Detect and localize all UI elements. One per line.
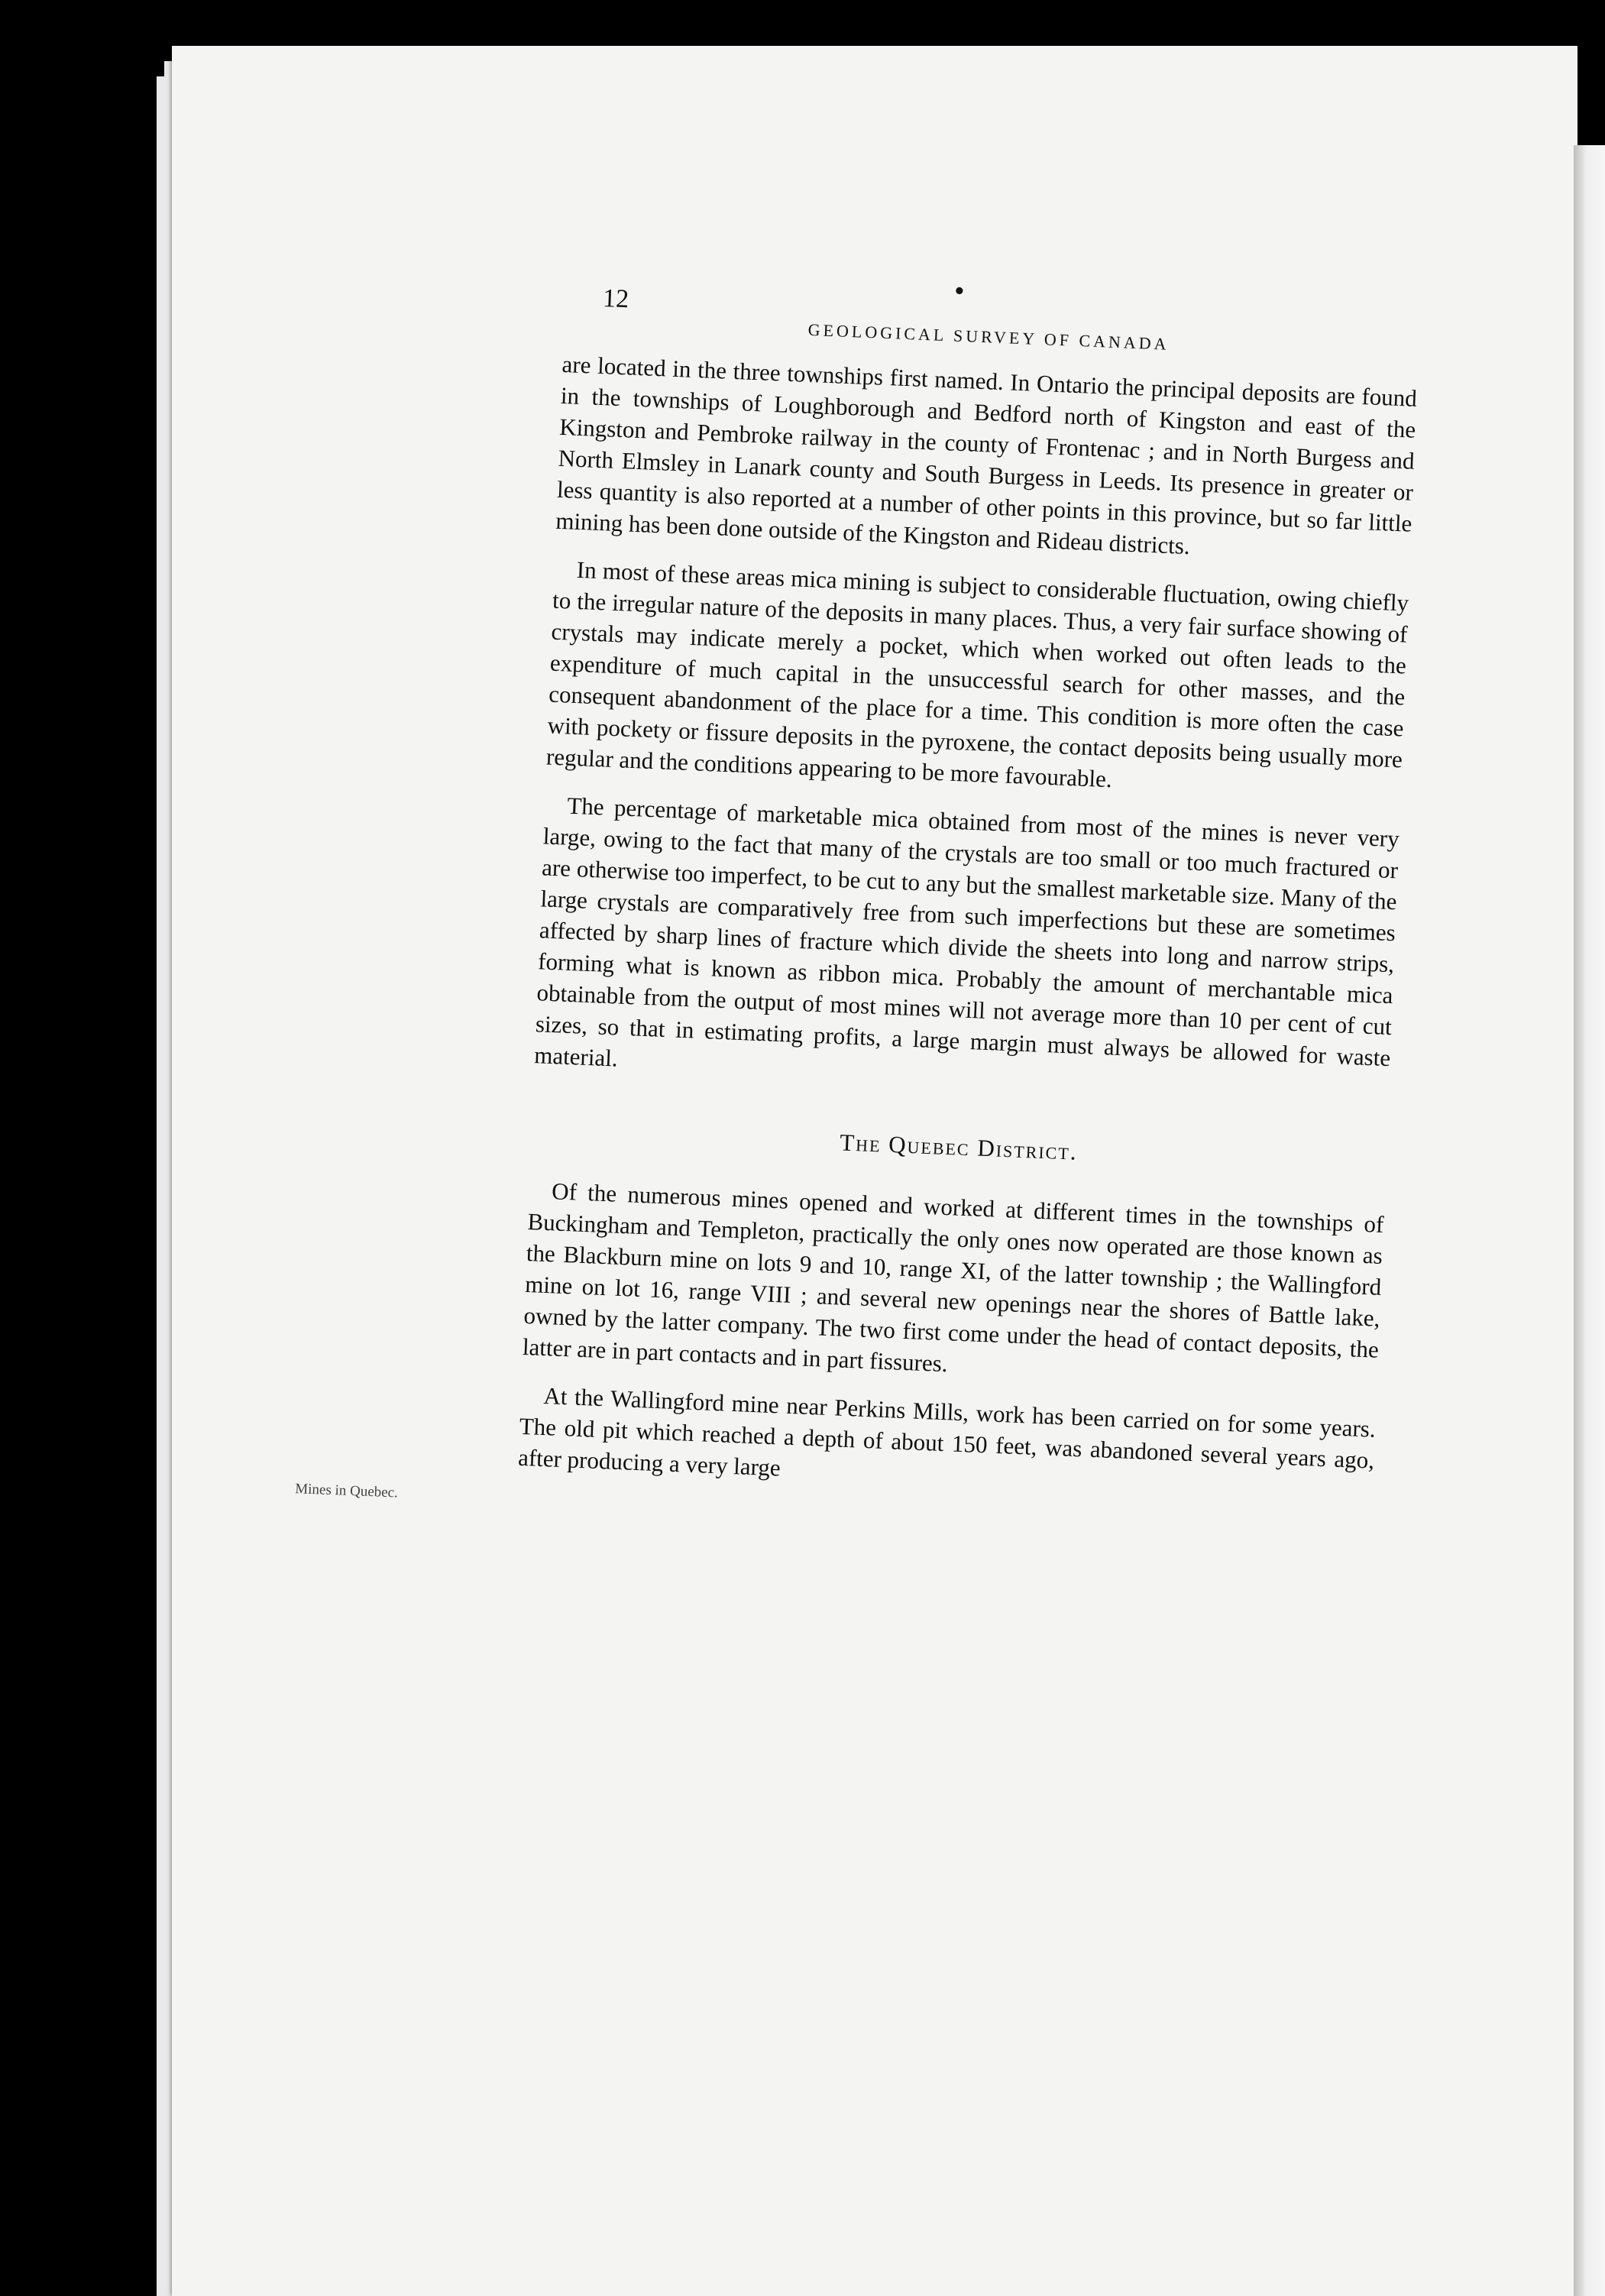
running-head-title: GEOLOGICAL SURVEY OF CANADA (807, 319, 1170, 354)
paragraph-continuation: are located in the three townships first named. In Ontario the principal deposits are found in the townships of Loughborough and Bedford north of Kingston and east of the Kingston and Pembroke railway in the county of Frontenac ; and in North Burgess and North Elmsley in Lanark county and South Burgess in Leeds. Its presence in greater or less quantity is also reported at a number of other points in this province, but so far little mining has been done outside of the Kingston and Rideau districts. (555, 350, 1418, 560)
section-heading: The Quebec District. (839, 1129, 1079, 1165)
paragraph-fluctuation: In most of these areas mica mining is subject to considerable fluctuation, owing chiefly to the irregular nature of the deposits in many places. Thus, a very fair surface showing of crystals may indicate merely a pocket, which when worked out often leads to the expenditure of much capital in the unsuccessful search for other masses, and the consequent abandonment of the place for a time. This condition is more often the case with pockety or fissure deposits in the pyroxene, the contact deposits being usually more regular and the conditions appearing to be more favourable. (545, 555, 1409, 793)
margin-note: Mines in Quebec. (294, 1481, 399, 1501)
page-content (294, 277, 1421, 1524)
paragraph-quebec-mines: Of the numerous mines opened and worked at different times in the townships of Buckingham and Templeton, practically the only ones now operated are those known as the Blackburn mine on lots 9 and 10, range XI, of the latter township ; the Wallingford mine on lot 16, range VIII ; and several new openings near the shores of Battle lake, owned by the latter company. The two first come under the head of contact deposits, the latter are in part contacts and in part fissures. (522, 1177, 1385, 1378)
ink-mark: • (954, 277, 965, 306)
facing-page-edge (1574, 145, 1605, 2296)
page-number: 12 (602, 284, 629, 314)
paragraph-marketable-mica: The percentage of marketable mica obtained from most of the mines is never very large, owing to the fact that many of the crystals are too small or too much fractured or are otherwise too imperfect, to be cut to any but the smallest marketable size. Many of the large crystals are comparatively free from such imperfections but these are sometimes affected by sharp lines of fracture which divide the sheets into long and narrow strips, forming what is known as ribbon mica. Probably the amount of merchantable mica obtainable from the output of most mines will not average more than 10 per cent of cut sizes, so that in estimating profits, a large margin must always be allowed for waste material. (533, 792, 1400, 1072)
paragraph-wallingford: At the Wallingford mine near Perkins Mills, work has been carried on for some years. The old pit which reached a depth of about 150 feet, was abandoned several years ago, after producing a very large (517, 1382, 1377, 1482)
